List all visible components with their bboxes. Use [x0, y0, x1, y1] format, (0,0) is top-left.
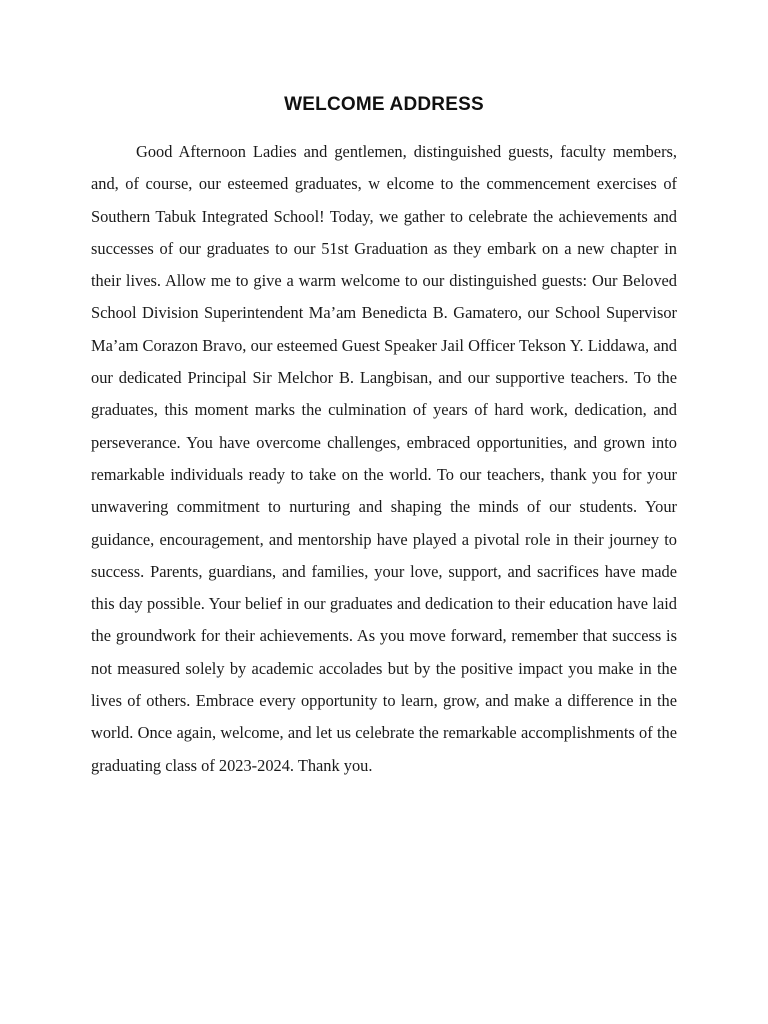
- document-body-paragraph: Good Afternoon Ladies and gentlemen, distinguished guests, faculty members, and, of course, our esteemed graduates, w elcome to the commencement exercises of Southern Tabuk Integrated School! Today, we gather to celebrate the achievements and successes of our graduates to our 51st Graduation as they embark on a new chapter in their lives. Allow me to give a warm welcome to our distinguished guests: Our Beloved School Division Superintendent Ma’am Benedicta B. Gamatero, our School Supervisor Ma’am Corazon Bravo, our esteemed Guest Speaker Jail Officer Tekson Y. Liddawa, and our dedicated Principal Sir Melchor B. Langbisan, and our supportive teachers. To the graduates, this moment marks the culmination of years of hard work, dedication, and perseverance. You have overcome challenges, embraced opportunities, and grown into remarkable individuals ready to take on the world. To our teachers, thank you for your unwavering commitment to nurturing and shaping the minds of our students. Your guidance, encouragement, and mentorship have played a pivotal role in their journey to success. Parents, guardians, and families, your love, support, and sacrifices have made this day possible. Your belief in our graduates and dedication to their education have laid the groundwork for their achievements. As you move forward, remember that success is not measured solely by academic accolades but by the positive impact you make in the lives of others. Embrace every opportunity to learn, grow, and make a difference in the world. Once again, welcome, and let us celebrate the remarkable accomplishments of the graduating class of 2023-2024. Thank you.: [91, 142, 677, 775]
- document-title: WELCOME ADDRESS: [284, 94, 484, 115]
